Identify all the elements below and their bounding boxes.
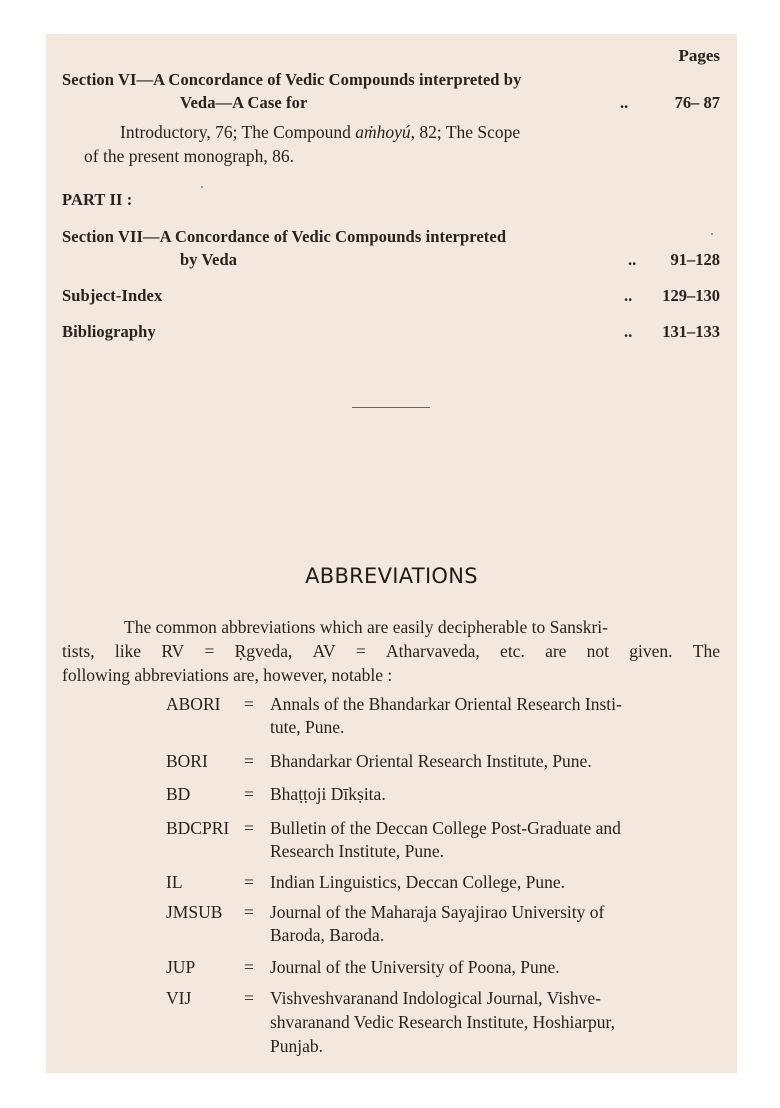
equals-sign: = [244,902,254,922]
abbreviation-definition: Punjab. [270,1036,323,1056]
abbreviation-definition: Journal of the University of Poona, Pune. [270,957,560,977]
abbreviation-key: IL [166,872,183,892]
toc-subtopics-line [120,122,520,143]
paragraph-line: following abbreviations are, however, notable : [62,665,393,685]
document-page [46,34,737,1073]
word: not [586,641,610,661]
abbreviation-key: ABORI [166,694,221,714]
equals-sign: = [244,957,254,977]
equals-sign: = [244,872,254,892]
equals-sign: = [244,784,254,804]
equals-sign: = [244,818,254,838]
toc-page-range: 76– 87 [674,93,720,112]
toc-page-range: 129–130 [662,286,720,305]
print-speck [711,233,713,235]
toc-leader-dots: .. [624,322,633,341]
abbreviation-definition: Annals of the Bhandarkar Oriental Research Insti- [270,694,622,714]
toc-title-line: Subject-Index [62,286,163,305]
toc-title-line: Section VII—A Concordance of Vedic Compounds interpreted [62,227,507,246]
subtopics-text: Introductory, 76; The Compound [120,122,356,142]
toc-page-range: 91–128 [670,250,720,269]
print-speck [201,186,203,188]
word: tists, [62,641,95,661]
word: Ṛgveda, [234,641,293,661]
word: The [692,641,720,661]
toc-subtopics-line: of the present monograph, 86. [84,146,294,166]
abbreviation-definition: tute, Pune. [270,717,345,737]
abbreviation-definition: Research Institute, Pune. [270,841,444,861]
subtopics-text: , 82; The Scope [410,122,521,142]
toc-page-range: 131–133 [662,322,720,341]
abbreviation-definition: Baroda, Baroda. [270,925,385,945]
word: = [355,641,366,661]
abbreviation-key: JUP [166,957,196,977]
equals-sign: = [244,751,254,771]
toc-leader-dots: .. [628,250,637,269]
word: given. [629,641,673,661]
word: Atharvaveda, [386,641,480,661]
paragraph-line: The common abbreviations which are easily decipherable to Sanskri- [124,617,609,637]
equals-sign: = [244,694,254,714]
abbreviation-key: JMSUB [166,902,223,922]
subtopic-italic-term: aṁhoyú [355,122,411,142]
abbreviation-definition: Bhaṭṭoji Dīkṣita. [270,784,386,804]
abbreviation-definition: Bhandarkar Oriental Research Institute, Pune. [270,751,592,771]
word: AV [312,641,336,661]
section-divider-rule [352,407,430,408]
abbreviations-heading: ABBREVIATIONS [305,564,478,588]
toc-title-line: by Veda [180,250,238,269]
word: are [545,641,567,661]
word: = [204,641,215,661]
word: etc. [500,641,525,661]
word: like [114,641,142,661]
abbreviation-key: BD [166,784,191,804]
toc-title-line: Section VI—A Concordance of Vedic Compounds interpreted by [62,70,522,89]
toc-leader-dots: .. [624,286,633,305]
pages-column-label: Pages [678,46,720,65]
part-heading: PART II : [62,190,133,209]
word: RV [161,641,185,661]
paragraph-line [62,641,720,662]
abbreviation-key: VIJ [166,988,192,1008]
abbreviation-definition: Bulletin of the Deccan College Post-Graduate and [270,818,621,838]
abbreviation-key: BDCPRI [166,818,230,838]
equals-sign: = [244,988,254,1008]
abbreviation-key: BORI [166,751,208,771]
abbreviation-definition: shvaranand Vedic Research Institute, Hoshiarpur, [270,1012,615,1032]
abbreviation-definition: Vishveshvaranand Indological Journal, Vishve- [270,988,601,1008]
toc-title-line: Bibliography [62,322,156,341]
abbreviation-definition: Indian Linguistics, Deccan College, Pune. [270,872,565,892]
toc-title-line: Veda—A Case for [180,93,308,112]
toc-leader-dots: .. [620,93,629,112]
abbreviation-definition: Journal of the Maharaja Sayajirao University of [270,902,605,922]
